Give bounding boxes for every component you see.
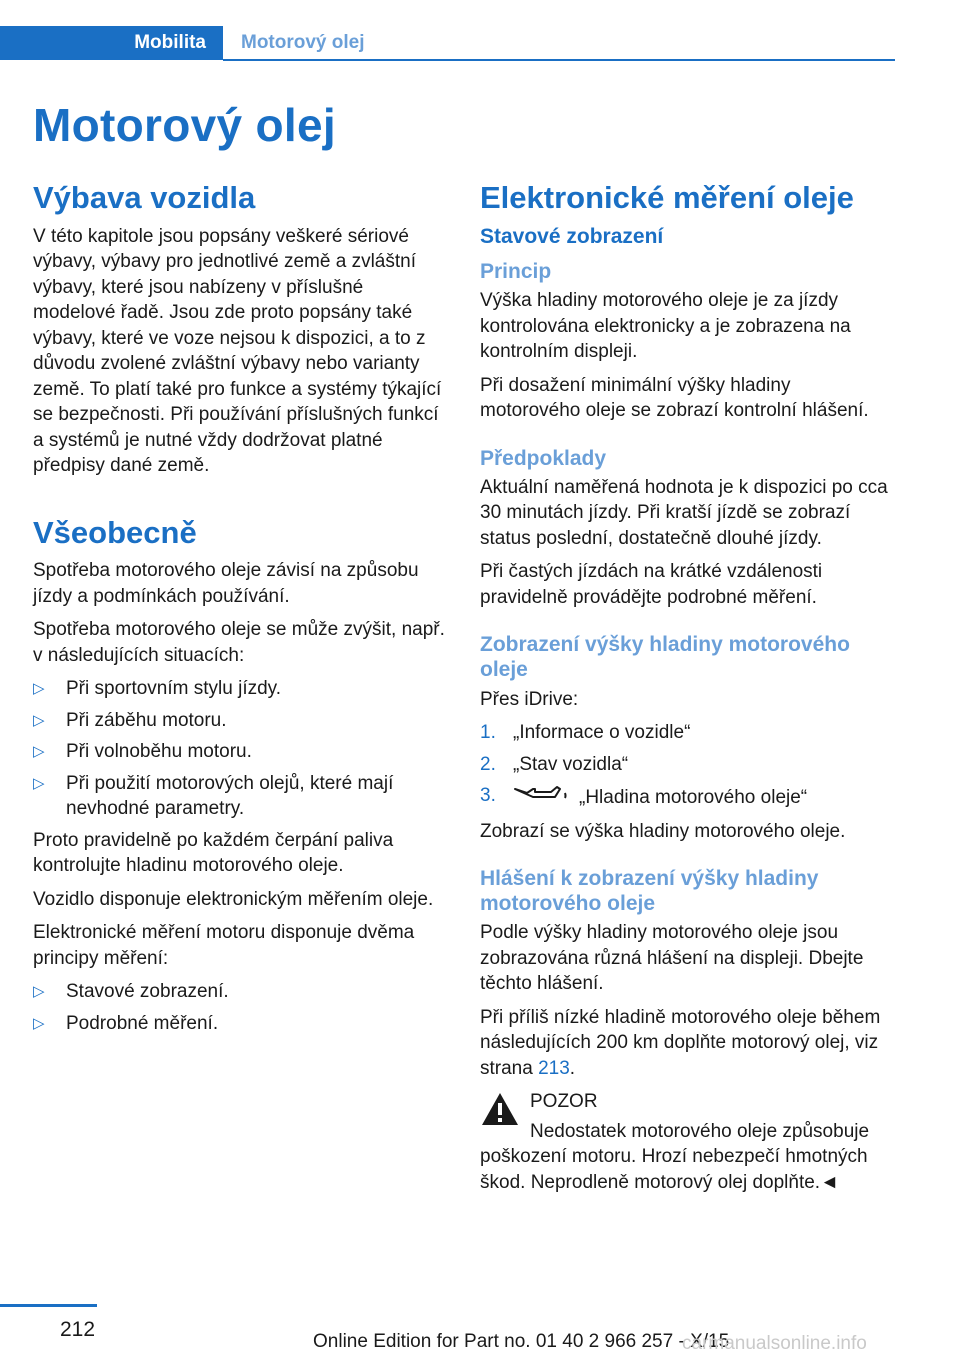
triangle-bullet-icon: ▷	[33, 774, 45, 792]
paragraph: Aktuální naměřená hodnota je k dispozici po cca 30 minutách jízdy. Při kratší jízdě se zobrazí status poslední, dostatečně dlouhé jízdy.	[480, 476, 888, 549]
paragraph: Při příliš nízké hladině motorového oleje během následujících 200 km doplňte motorový olej, viz strana 213.	[480, 1006, 881, 1079]
heading-zobrazeni: Zobrazení výšky hladiny motorového oleje	[480, 633, 850, 682]
left-column	[33, 180, 445, 1042]
heading-hlaseni: Hlášení k zobrazení výšky hladiny motorového oleje	[480, 867, 819, 916]
paragraph: Při dosažení minimální výšky hladiny motorového oleje se zobrazí kontrolní hlášení.	[480, 374, 869, 422]
list-item: ▷ Stavové zobrazení.	[33, 979, 445, 1005]
paragraph: Vozidlo disponuje elektronickým měřením oleje.	[33, 888, 434, 910]
triangle-bullet-icon: ▷	[33, 711, 45, 729]
warning-box	[480, 1089, 892, 1195]
steps-list	[480, 720, 892, 813]
triangle-bullet-icon: ▷	[33, 1014, 45, 1032]
right-column	[480, 180, 892, 1199]
paragraph: Elektronické měření motoru disponuje dvěma principy měření:	[33, 922, 415, 969]
triangle-bullet-icon: ▷	[33, 743, 45, 761]
tab-mobilita[interactable]: Mobilita	[0, 26, 223, 60]
tab-motorovy-olej[interactable]: Motorový olej	[241, 32, 365, 53]
watermark: carmanualsonline.info	[682, 1333, 867, 1354]
list-item: 2. „Stav vozidla“	[480, 753, 629, 775]
section-title-vseobecne: Všeobecně	[33, 514, 197, 550]
section-title-vybava: Výbava vozidla	[33, 180, 256, 215]
triangle-bullet-icon: ▷	[33, 680, 45, 698]
paragraph: Zobrazí se výška hladiny motorového oleje.	[480, 820, 846, 842]
bullet-list-situations	[33, 676, 445, 822]
list-item: ▷ Při použití motorových olejů, které mají nevhodné parametry.	[33, 772, 394, 820]
paragraph: Při častých jízdách na krátké vzdálenosti pravidelně provádějte podrobné měření.	[480, 561, 823, 608]
page-number: 212	[60, 1318, 96, 1341]
edition-text: Online Edition for Part no. 01 40 2 966 257 - X/15	[313, 1331, 730, 1352]
oil-can-icon	[513, 783, 569, 813]
list-item: 1. „Informace o vozidle“	[480, 722, 691, 744]
paragraph: Přes iDrive:	[480, 688, 579, 710]
list-item: ▷ Při sportovním stylu jízdy.	[33, 676, 445, 702]
paragraph-vybava: V této kapitole jsou popsány veškeré sériové výbavy, výbavy pro jednotlivé země a zvláštní výbavy, které jsou nabízeny v příslušné modelové řadě. Jsou zde proto popsány také výbavy, které ve voze nejsou k dispozici, a to z důvodu zvolené zvláštní výbavy nebo varianty země. To platí také pro funkce a systémy týkající se bezpečnosti. Při používání příslušných funkcí a systémů je nutné vždy dodržovat platné předpisy dané země.	[33, 225, 442, 477]
warning-title: POZOR	[530, 1091, 598, 1113]
header-tabbar	[0, 26, 895, 62]
list-item: ▷ Při záběhu motoru.	[33, 708, 445, 734]
paragraph: Proto pravidelně po každém čerpání paliva kontrolujte hladinu motorového oleje.	[33, 829, 394, 877]
paragraph: Spotřeba motorového oleje závisí na způsobu jízdy a podmínkách používání.	[33, 560, 419, 607]
warning-text: Nedostatek motorového oleje způsobuje poškození motoru. Hrozí nebezpečí hmotných škod. Neprodleně motorový olej doplňte.◄	[480, 1120, 870, 1193]
heading-princip: Princip	[480, 259, 552, 283]
paragraph: Podle výšky hladiny motorového oleje jsou zobrazována různá hlášení na displeji. Dbejte těchto hlášení.	[480, 922, 864, 995]
paragraph: Výška hladiny motorového oleje je za jízdy kontrolována elektronicky a je zobrazena na kontrolním displeji.	[480, 290, 851, 363]
subsection-title-stavove: Stavové zobrazení	[480, 224, 664, 248]
heading-predpoklady: Předpoklady	[480, 446, 607, 470]
section-title-elektronicke-mereni: Elektronické měření oleje	[480, 180, 854, 215]
page-link[interactable]: 213	[538, 1057, 570, 1079]
list-item: ▷ Podrobné měření.	[33, 1011, 445, 1037]
list-item: ▷ Při volnoběhu motoru.	[33, 739, 445, 765]
page-title: Motorový olej	[33, 99, 336, 151]
triangle-bullet-icon: ▷	[33, 983, 45, 1001]
footer-rule	[0, 1304, 97, 1307]
bullet-list-principles	[33, 979, 445, 1036]
list-item: 3. „Hladina motorového oleje“	[480, 783, 892, 813]
header-rule	[223, 59, 895, 61]
paragraph: Spotřeba motorového oleje se může zvýšit, např. v následujících situacích:	[33, 619, 445, 666]
warning-triangle-icon	[480, 1091, 520, 1132]
